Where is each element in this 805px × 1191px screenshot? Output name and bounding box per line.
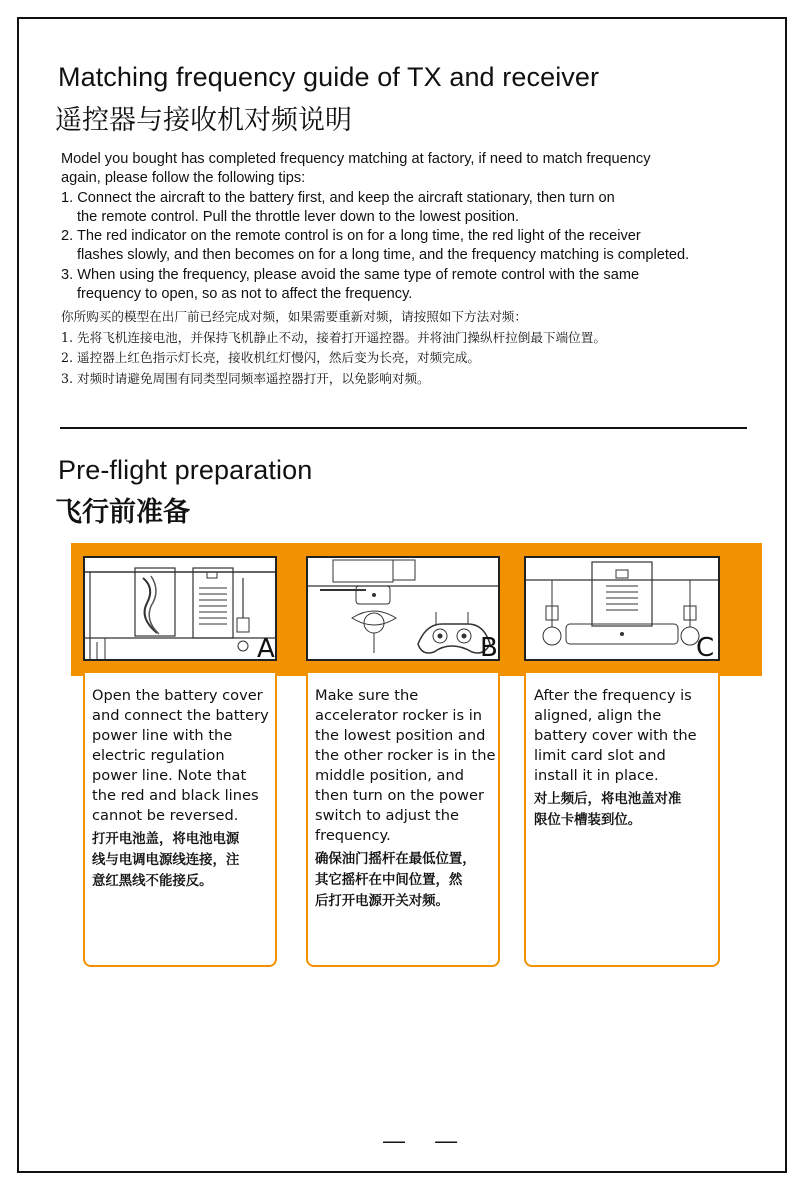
step-3-zh: 3. 对频时请避免周围有同类型同频率遥控器打开，以免影响对频。 [61, 370, 430, 386]
card-b-text-zh: 确保油门摇杆在最低位置， 其它摇杆在中间位置，然 后打开电源开关对频。 [315, 852, 476, 909]
preflight-title-en: Pre-flight preparation [58, 455, 313, 485]
preflight-title-zh: 飞行前准备 [55, 497, 190, 528]
card-b-text-en: Make sure the accelerator rocker is in the lowest position and the other rocker is in the middle position, and then turn on the power switch to adjust the frequency. [315, 687, 496, 844]
card-c-text-zh: 对上频后，将电池盖对准 限位卡槽装到位。 [534, 792, 682, 828]
letter-b: B [480, 633, 498, 659]
battery-bay-illustration [85, 558, 275, 659]
step-1-line: the remote control. Pull the throttle lever down to the lowest position. [77, 208, 520, 225]
card-c [524, 673, 720, 967]
letter-a: A [257, 634, 275, 659]
card-b [306, 673, 500, 967]
card-a [83, 673, 277, 967]
section-divider [60, 427, 747, 429]
matching-instructions-en [61, 150, 761, 304]
step-2-line: 2. The red indicator on the remote control is on for a long time, the red light of the receiver [61, 228, 641, 245]
page-number: — — [383, 1128, 470, 1153]
step-3-line: frequency to open, so as not to affect the frequency. [77, 286, 413, 303]
step-1-line: 1. Connect the aircraft to the battery first, and keep the aircraft stationary, then turn on [61, 189, 615, 206]
matching-instructions-zh [61, 307, 761, 389]
step-2-zh: 2. 遥控器上红色指示灯长亮，接收机红灯慢闪，然后变为长亮，对频完成。 [61, 350, 481, 365]
letter-c: C [696, 633, 715, 659]
card-a-text-zh: 打开电池盖，将电池电源 线与电调电源线连接，注 意红黑线不能接反。 [92, 832, 240, 889]
step-2-line: flashes slowly, and then becomes on for a long time, and the frequency matching is completed. [77, 247, 690, 264]
matching-title-en: Matching frequency guide of TX and receiver [58, 62, 600, 92]
battery-cover-illustration [526, 558, 718, 659]
matching-title-zh: 遥控器与接收机对频说明 [55, 105, 352, 136]
photo-b-throttle-position [306, 556, 500, 661]
card-a-text-en: Open the battery cover and connect the battery power line with the electric regulation power line. Note that the red and black lines cannot be reversed. [92, 687, 269, 824]
controller-illustration [308, 558, 498, 659]
step-1-zh: 1. 先将飞机连接电池，并保持飞机静止不动，接着打开遥控器。并将油门操纵杆拉倒最下端位置。 [61, 329, 606, 345]
intro-line: again, please follow the following tips: [61, 170, 306, 187]
step-3-line: 3. When using the frequency, please avoid the same type of remote control with the same [61, 266, 640, 283]
intro-line: Model you bought has completed frequency matching at factory, if need to match frequency [61, 151, 651, 167]
intro-zh: 你所购买的模型在出厂前已经完成对频，如果需要重新对频，请按照如下方法对频： [61, 309, 527, 324]
photo-a-battery-connection [83, 556, 277, 661]
card-c-text-en: After the frequency is aligned, align the battery cover with the limit card slot and install it in place. [534, 687, 697, 784]
photo-c-battery-cover [524, 556, 720, 661]
